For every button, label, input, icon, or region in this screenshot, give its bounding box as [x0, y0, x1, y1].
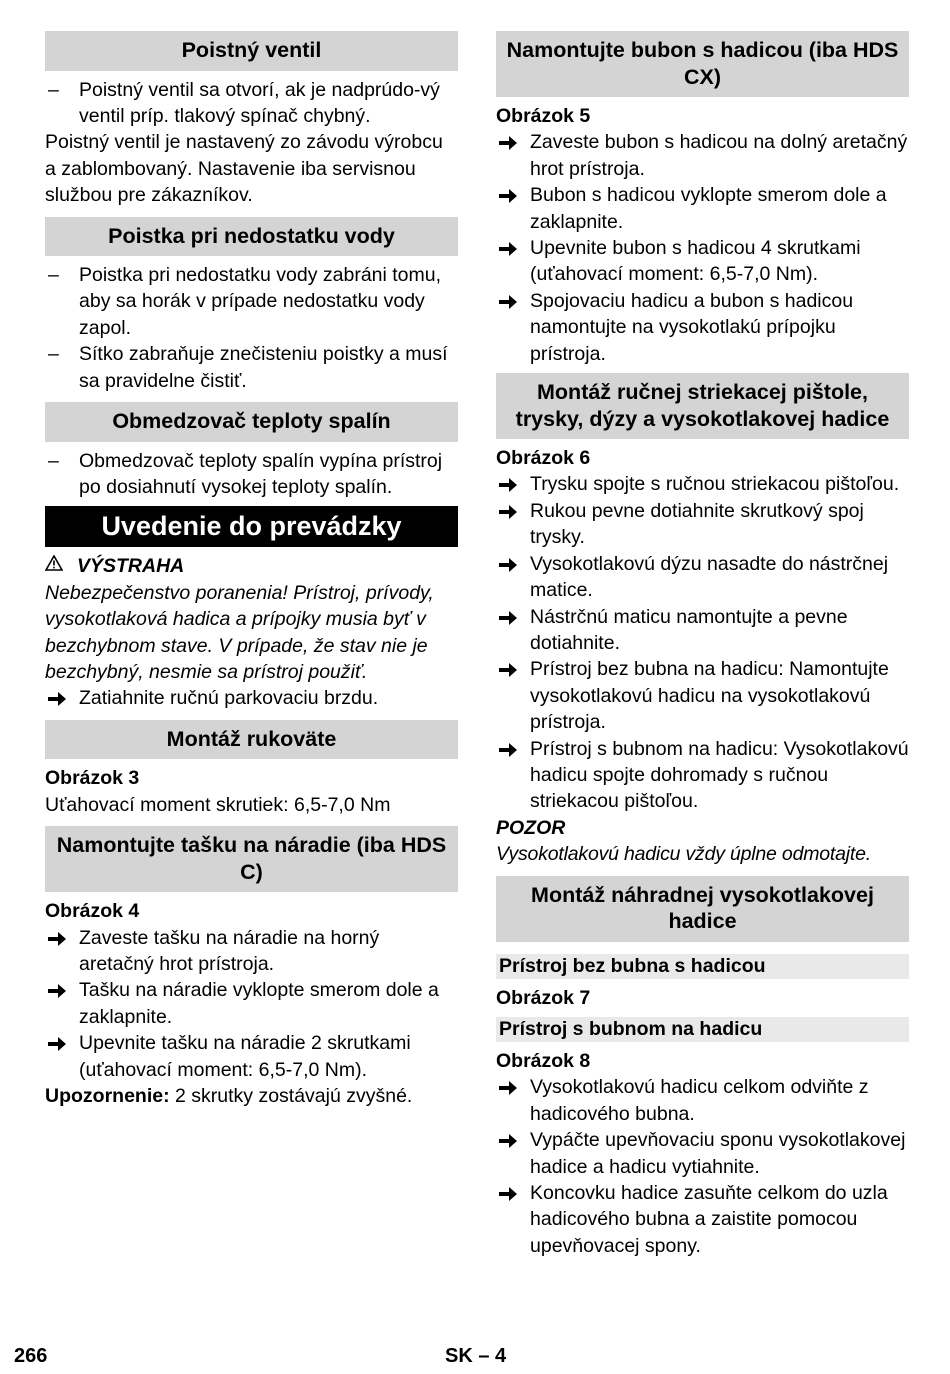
heading-obmedzovac: Obmedzovač teploty spalín — [45, 402, 458, 442]
arrow-right-icon — [498, 604, 522, 626]
figure-reference: Obrázok 4 — [45, 900, 140, 923]
arrow-right-icon — [498, 129, 522, 151]
figure-reference: Obrázok 8 — [496, 1049, 591, 1072]
arrow-right-icon — [498, 498, 522, 520]
instruction-step — [45, 1030, 458, 1083]
list-item-text: Obmedzovač teploty spalín vypína prístroj po dosiahnutí vysokej teploty spalín. — [79, 449, 443, 498]
instruction-step — [496, 498, 909, 551]
figure-reference: Obrázok 6 — [496, 447, 591, 470]
instruction-step — [45, 685, 458, 711]
instruction-step — [45, 925, 458, 978]
heading-uvedenie-do-prevadzky: Uvedenie do prevádzky — [45, 506, 458, 547]
caution-title: POZOR — [496, 816, 566, 839]
dash-bullet: – — [48, 343, 59, 366]
instruction-text: Zatiahnite ručnú parkovaciu brzdu. — [79, 687, 379, 710]
instruction-text: Upevnite tašku na náradie 2 skrutkami (uťahovací moment: 6,5-7,0 Nm). — [79, 1032, 411, 1081]
warning-title-text: VÝSTRAHA — [77, 555, 185, 578]
instruction-step — [496, 182, 909, 235]
heading-poistny-ventil: Poistný ventil — [45, 31, 458, 71]
figure-reference: Obrázok 5 — [496, 105, 591, 127]
instruction-step — [496, 235, 909, 288]
arrow-right-icon — [47, 977, 71, 999]
instruction-text: Vypáčte upevňovaciu sponu vysokotlakovej hadice a hadicu vytiahnite. — [530, 1129, 906, 1178]
instruction-text: Spojovaciu hadicu a bubon s hadicou namontujte na vysokotlakú prípojku prístroja. — [530, 289, 854, 365]
arrow-right-icon — [498, 182, 522, 204]
instruction-text: Prístroj bez bubna na hadicu: Namontujte vysokotlakovú hadicu na vysokotlakovú prístroja. — [530, 658, 889, 734]
instruction-text: Upevnite bubon s hadicou 4 skrutkami (uťahovací moment: 6,5-7,0 Nm). — [530, 237, 861, 286]
figure-reference: Obrázok 3 — [45, 767, 140, 790]
figure-reference: Obrázok 7 — [496, 986, 591, 1009]
instruction-step — [496, 1127, 909, 1180]
heading-montaz-pistole: Montáž ručnej striekacej pištole, trysky, dýzy a vysokotlakovej hadice — [496, 373, 909, 439]
instruction-step — [496, 1074, 909, 1127]
note — [45, 1083, 458, 1109]
instruction-step — [496, 1180, 909, 1259]
arrow-right-icon — [498, 288, 522, 310]
arrow-right-icon — [498, 656, 522, 678]
instruction-step — [496, 736, 909, 815]
instruction-step — [496, 604, 909, 657]
instruction-step — [45, 977, 458, 1030]
heading-poistka: Poistka pri nedostatku vody — [45, 217, 458, 257]
arrow-right-icon — [498, 235, 522, 257]
instruction-step — [496, 288, 909, 367]
left-column — [45, 31, 458, 1109]
instruction-text: Prístroj s bubnom na hadicu: Vysokotlakovú hadicu spojte dohromady s ručnou striekacou pištoľou. — [530, 737, 909, 813]
instruction-text: Vysokotlakovú dýzu nasadte do nástrčnej matice. — [530, 552, 889, 602]
instruction-text: Trysku spojte s ručnou striekacou pištoľou. — [530, 473, 900, 496]
arrow-right-icon — [498, 471, 522, 493]
caution-text: Vysokotlakovú hadicu vždy úplne odmotajte. — [496, 843, 871, 866]
list-item — [45, 341, 458, 394]
section-label: SK – 4 — [445, 1345, 507, 1367]
arrow-right-icon — [498, 551, 522, 573]
instruction-text: Bubon s hadicou vyklopte smerom dole a zaklapnite. — [530, 184, 887, 233]
paragraph: Uťahovací moment skrutiek: 6,5-7,0 Nm — [45, 793, 391, 816]
warning-text: Nebezpečenstvo poranenia! Prístroj, prívody, vysokotlaková hadica a prípojky musia byť v bezchybnom stave. V prípade, že stav nie je bezchybný, nesmie sa prístroj použiť. — [45, 581, 434, 683]
list-item — [45, 77, 458, 130]
heading-nahradna-hadica: Montáž náhradnej vysokotlakovej hadice — [496, 876, 909, 942]
note-label: Upozornenie: — [45, 1084, 170, 1107]
arrow-right-icon — [498, 1180, 522, 1202]
note-text: 2 skrutky zostávajú zvyšné. — [169, 1084, 413, 1107]
warning-triangle-icon — [45, 553, 67, 579]
right-column — [496, 31, 909, 1259]
arrow-right-icon — [47, 925, 71, 947]
instruction-step — [496, 551, 909, 604]
arrow-right-icon — [498, 736, 522, 758]
arrow-right-icon — [498, 1074, 522, 1096]
heading-montaz-rukovate: Montáž rukoväte — [45, 720, 458, 760]
arrow-right-icon — [498, 1127, 522, 1149]
arrow-right-icon — [47, 685, 71, 707]
instruction-text: Zaveste tašku na náradie na horný aretačný hrot prístroja. — [79, 926, 380, 975]
paragraph: Poistný ventil je nastavený zo závodu výrobcu a zablombovaný. Nastavenie iba servisnou službou pre zákazníkov. — [45, 131, 443, 207]
page-number: 266 — [14, 1345, 48, 1367]
list-item-text: Sítko zabraňuje znečisteniu poistky a musí sa pravidelne čistiť. — [79, 343, 448, 392]
heading-bubon: Namontujte bubon s hadicou (iba HDS CX) — [496, 31, 909, 97]
warning-title — [45, 553, 458, 579]
dash-bullet: – — [48, 264, 59, 287]
instruction-step — [496, 129, 909, 182]
subheading-bez-bubna: Prístroj bez bubna s hadicou — [496, 954, 909, 979]
instruction-step — [496, 471, 909, 497]
list-item-text: Poistný ventil sa otvorí, ak je nadprúdo-vý ventil príp. tlakový spínač chybný. — [79, 78, 440, 127]
instruction-text: Zaveste bubon s hadicou na dolný aretačný hrot prístroja. — [530, 131, 908, 180]
list-item — [45, 262, 458, 341]
instruction-step — [496, 656, 909, 735]
dash-bullet: – — [48, 78, 59, 101]
dash-bullet: – — [48, 449, 59, 472]
instruction-text: Rukou pevne dotiahnite skrutkový spoj trysky. — [530, 499, 864, 549]
instruction-text: Nástrčnú maticu namontujte a pevne dotiahnite. — [530, 605, 848, 654]
instruction-text: Tašku na náradie vyklopte smerom dole a zaklapnite. — [79, 979, 439, 1028]
list-item — [45, 448, 458, 501]
instruction-text: Vysokotlakovú hadicu celkom odviňte z hadicového bubna. — [530, 1076, 869, 1125]
subheading-s-bubnom: Prístroj s bubnom na hadicu — [496, 1017, 909, 1042]
list-item-text: Poistka pri nedostatku vody zabráni tomu, aby sa horák v prípade nedostatku vody zapol. — [79, 264, 442, 339]
instruction-text: Koncovku hadice zasuňte celkom do uzla hadicového bubna a zaistite pomocou upevňovacej spony. — [530, 1182, 888, 1257]
heading-taska: Namontujte tašku na náradie (iba HDS C) — [45, 826, 458, 892]
arrow-right-icon — [47, 1030, 71, 1052]
